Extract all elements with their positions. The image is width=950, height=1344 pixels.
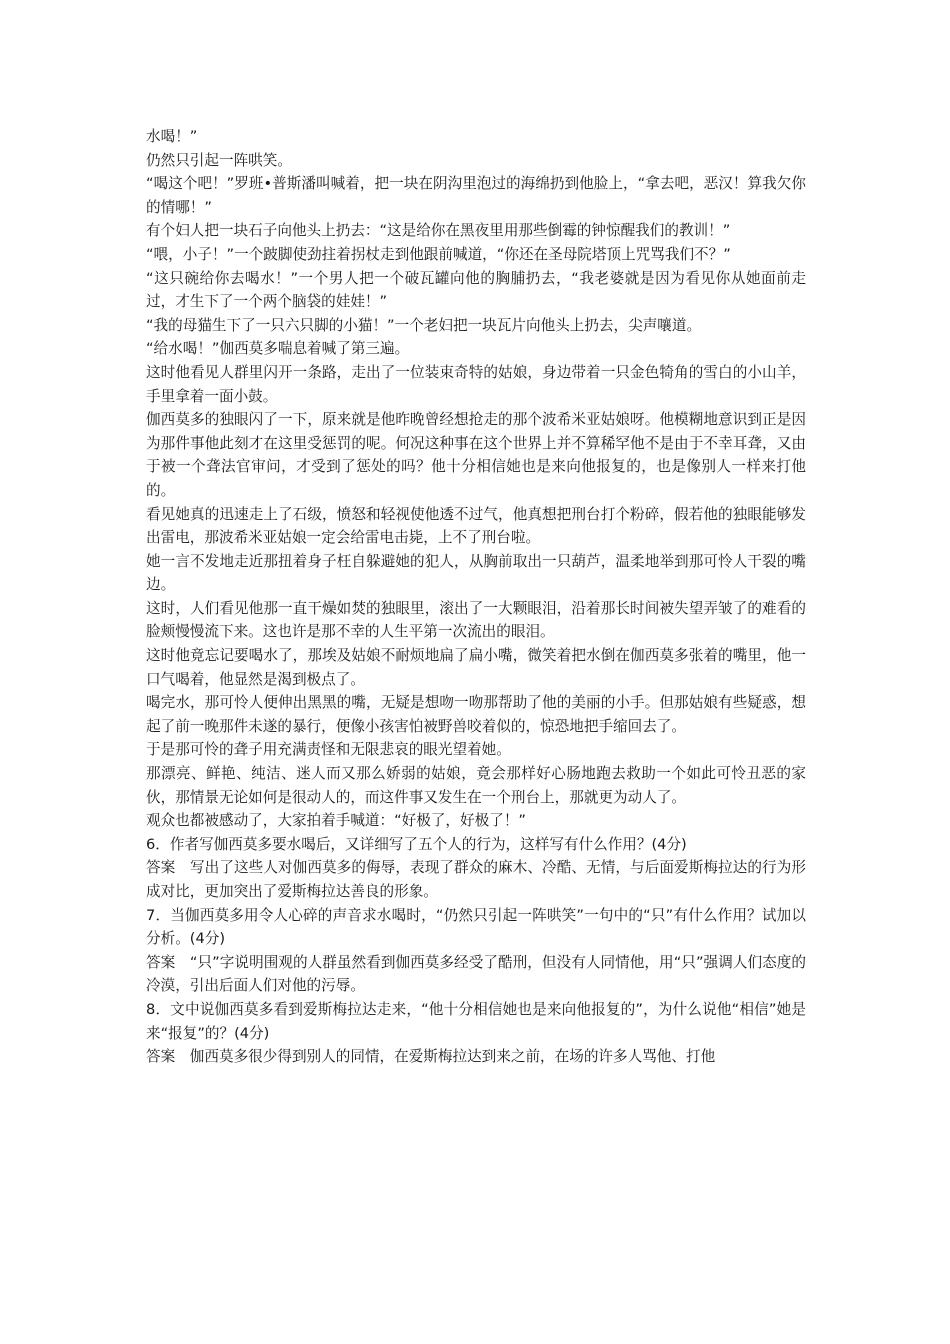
text-paragraph: 她一言不发地走近那扭着身子枉自躲避她的犯人，从胸前取出一只葫芦，温柔地举到那可怜人干裂的嘴边。	[146, 552, 806, 594]
question-6: 6．作者写伽西莫多要水喝后，又详细写了五个人的行为，这样写有什么作用？(4分)	[146, 835, 687, 853]
text-paragraph: “给水喝！”伽西莫多喘息着喊了第三遍。	[146, 340, 410, 358]
text-paragraph: 有个妇人把一块石子向他头上扔去：“这是给你在黑夜里用那些倒霉的钟惊醒我们的教训！”	[146, 222, 731, 240]
document-body	[146, 125, 806, 1069]
text-line: 仍然只引起一阵哄笑。	[146, 151, 292, 169]
text-paragraph: “我的母猫生下了一只六只脚的小猫！”一个老妇把一块瓦片向他头上扔去，尖声嚷道。	[146, 316, 702, 334]
text-paragraph: 于是那可怜的聋子用充满责怪和无限悲哀的眼光望着她。	[146, 741, 511, 759]
answer-6: 答案 写出了这些人对伽西莫多的侮辱，表现了群众的麻木、冷酷、无情，与后面爱斯梅拉达的行为形成对比，更加突出了爱斯梅拉达善良的形象。	[146, 859, 806, 900]
question-8: 8．文中说伽西莫多看到爱斯梅拉达走来，“他十分相信她也是来向他报复的”，为什么说他“相信”她是来“报复”的？(4分)	[146, 1000, 806, 1042]
answer-7: 答案 “只”字说明围观的人群虽然看到伽西莫多经受了酷刑，但没有人同情他，用“只”强调人们态度的冷漠，引出后面人们对他的污辱。	[146, 953, 806, 995]
text-paragraph: 伽西莫多的独眼闪了一下，原来就是他昨晚曾经想抢走的那个波希米亚姑娘呀。他模糊地意识到正是因为那件事他此刻才在这里受惩罚的呢。何况这种事在这个世界上并不算稀罕他不是由于不幸耳聋，又由于被一个聋法官审问，才受到了惩处的吗？他十分相信她也是来向他报复的，也是像别人一样来打他的。	[146, 411, 806, 499]
text-paragraph: 喝完水，那可怜人便伸出黑黑的嘴，无疑是想吻一吻那帮助了他的美丽的小手。但那姑娘有些疑惑，想起了前一晚那件未遂的暴行，便像小孩害怕被野兽咬着似的，惊恐地把手缩回去了。	[146, 694, 806, 735]
text-line: 水喝！”	[146, 128, 198, 145]
text-paragraph: 这时，人们看见他那一直干燥如焚的独眼里，滚出了一大颗眼泪，沿着那长时间被失望弄皱了的难看的脸颊慢慢流下来。这也许是那不幸的人生平第一次流出的眼泪。	[146, 599, 806, 641]
text-paragraph: 观众也都被感动了，大家拍着手喊道：“好极了，好极了！”	[146, 812, 526, 830]
text-paragraph: “喝这个吧！”罗班•普斯潘叫喊着，把一块在阴沟里泡过的海绵扔到他脸上，“拿去吧，恶汉！算我欠你的情哪！”	[146, 175, 806, 216]
text-paragraph: 看见她真的迅速走上了石级，愤怒和轻视使他透不过气，他真想把刑台打个粉碎，假若他的独眼能够发出雷电，那波希米亚姑娘一定会给雷电击毙，上不了刑台啦。	[146, 505, 806, 547]
text-paragraph: 这时他竟忘记要喝水了，那埃及姑娘不耐烦地扁了扁小嘴，微笑着把水倒在伽西莫多张着的嘴里，他一口气喝着，他显然是渴到极点了。	[146, 647, 806, 688]
question-7: 7．当伽西莫多用令人心碎的声音求水喝时，“仍然只引起一阵哄笑”一句中的“只”有什么作用？试加以分析。(4分)	[146, 906, 806, 948]
text-paragraph: 这时他看见人群里闪开一条路，走出了一位装束奇特的姑娘，身边带着一只金色犄角的雪白的小山羊，手里拿着一面小鼓。	[146, 363, 806, 405]
text-paragraph: “这只碗给你去喝水！”一个男人把一个破瓦罐向他的胸脯扔去，“我老婆就是因为看见你从她面前走过，才生下了一个两个脑袋的娃娃！”	[146, 269, 806, 311]
text-paragraph: 那漂亮、鲜艳、纯洁、迷人而又那么娇弱的姑娘，竟会那样好心肠地跑去救助一个如此可怜丑恶的家伙，那情景无论如何是很动人的，而这件事又发生在一个刑台上，那就更为动人了。	[146, 765, 806, 806]
answer-8: 答案 伽西莫多很少得到别人的同情，在爱斯梅拉达到来之前，在场的许多人骂他、打他	[146, 1048, 716, 1066]
text-paragraph: “喂，小子！”一个跛脚使劲拄着拐杖走到他跟前喊道，“你还在圣母院塔顶上咒骂我们不？”	[146, 245, 731, 263]
